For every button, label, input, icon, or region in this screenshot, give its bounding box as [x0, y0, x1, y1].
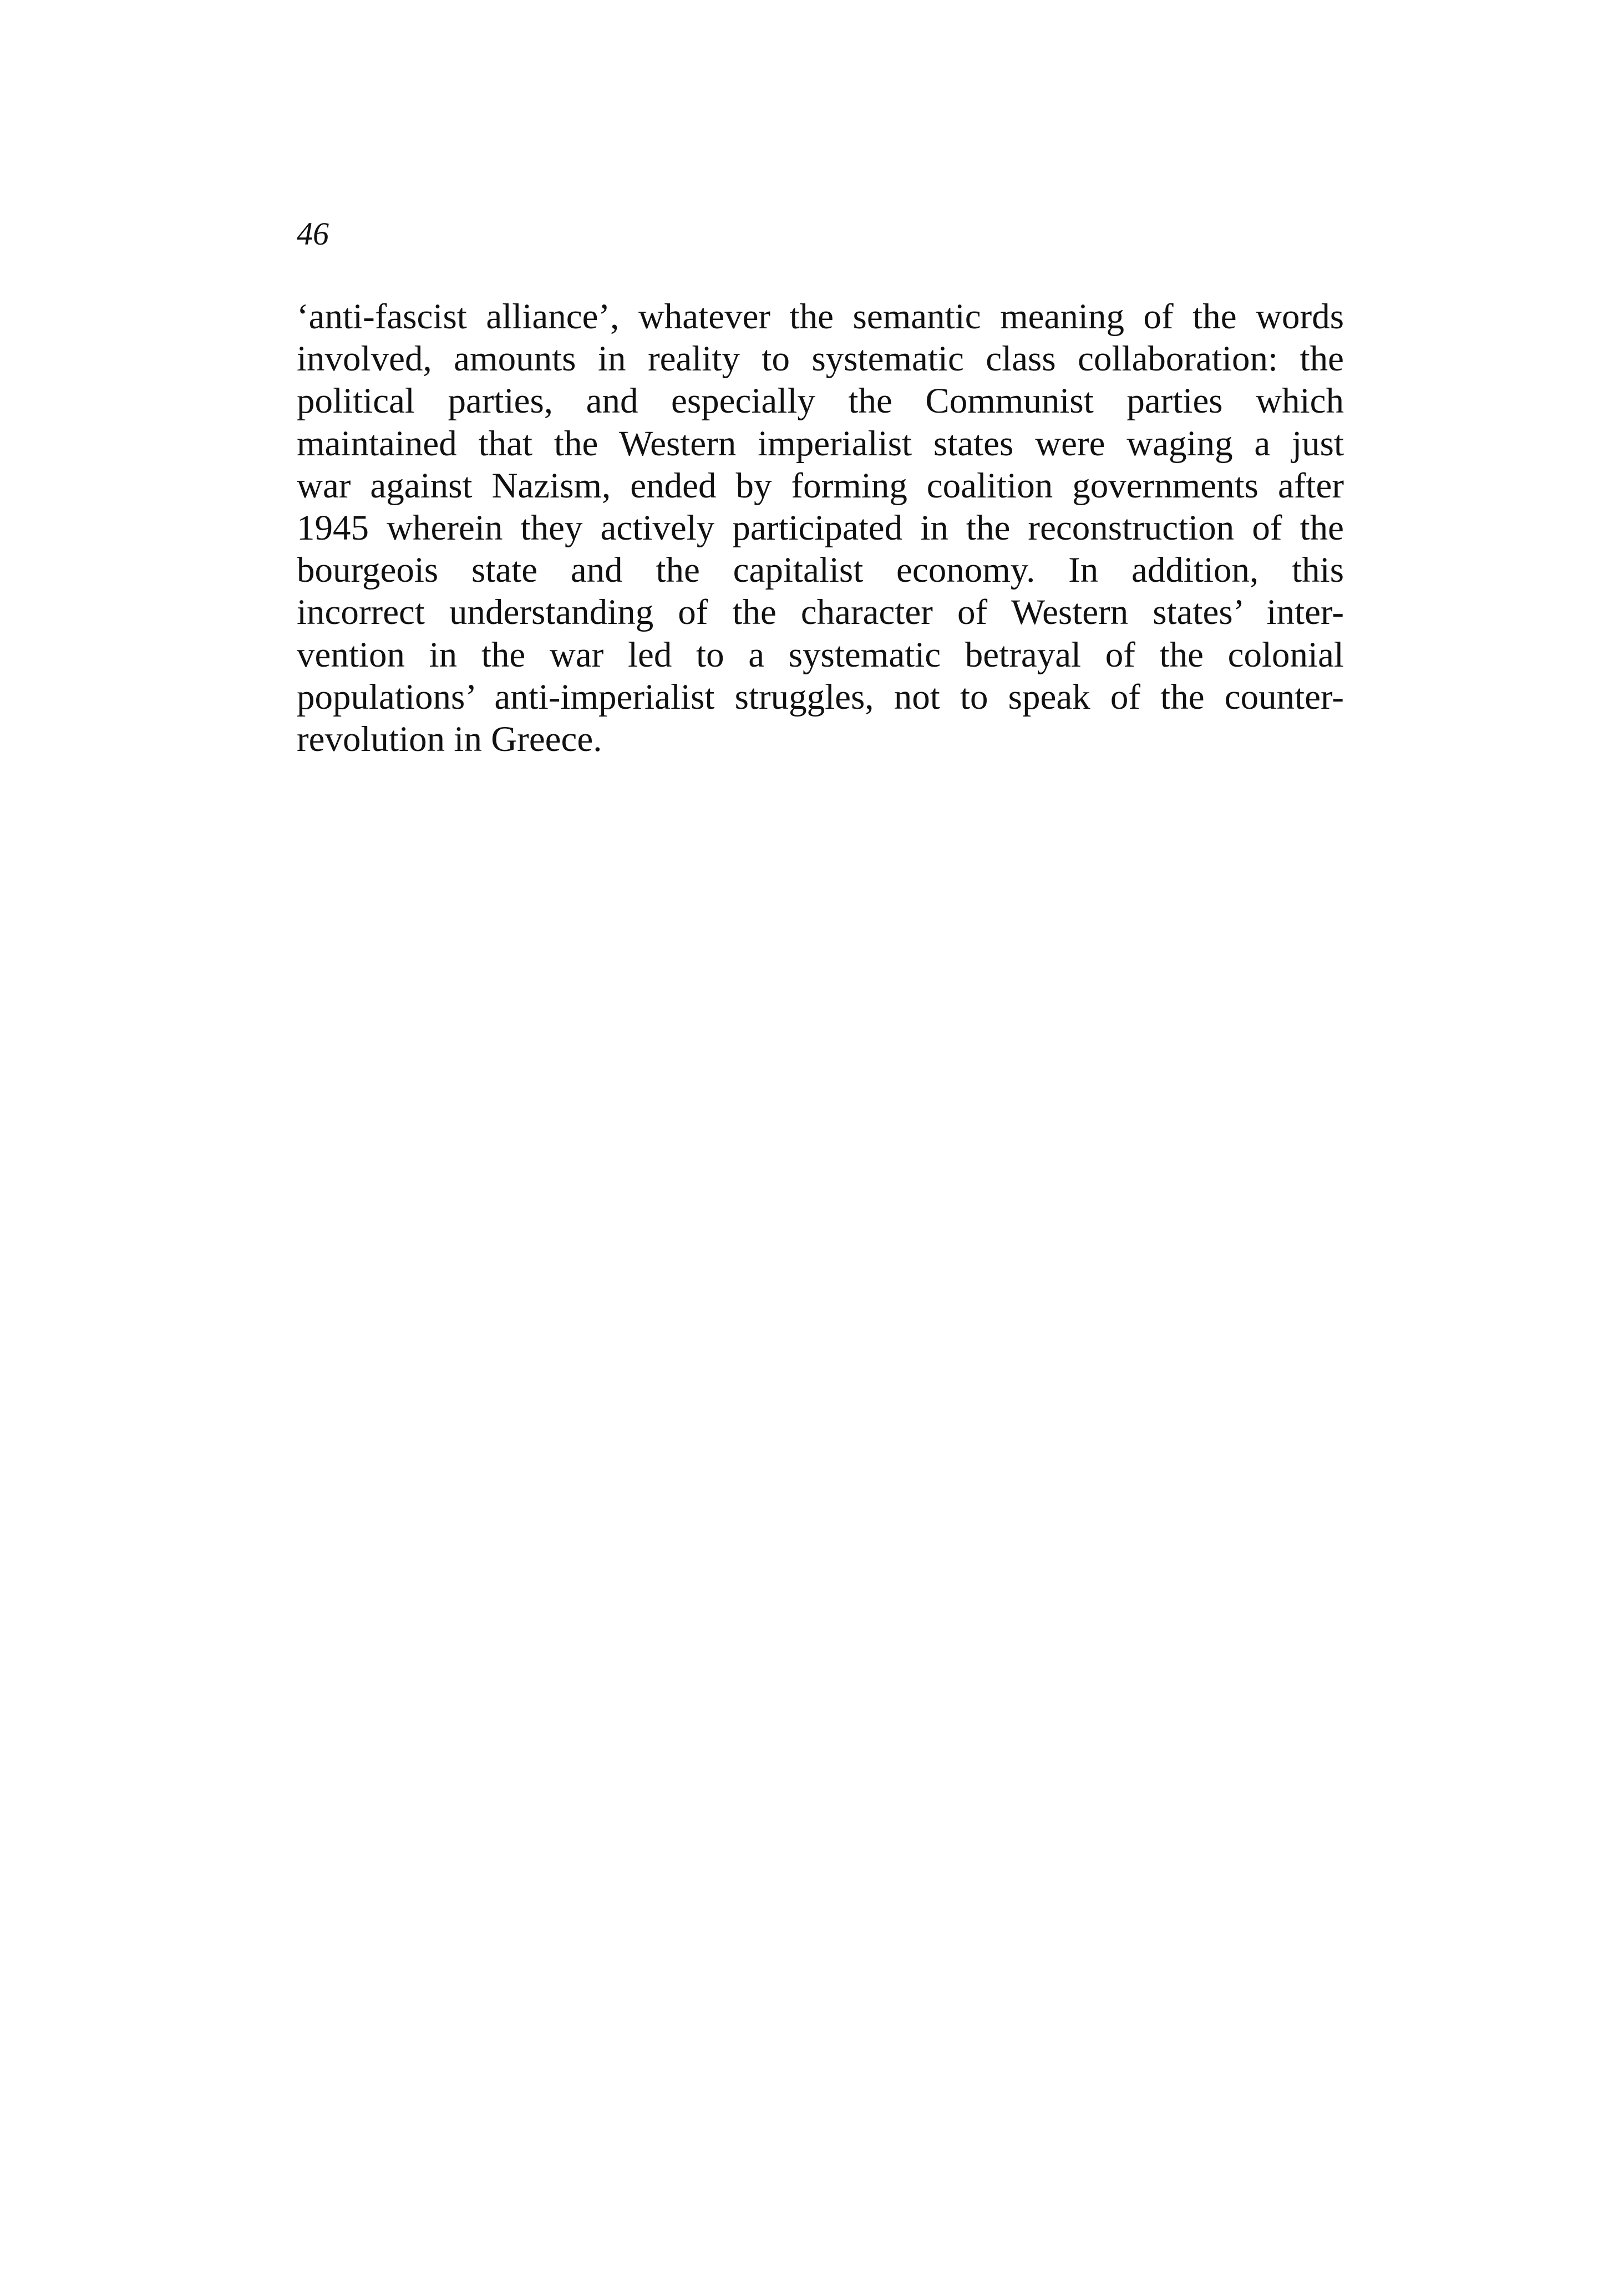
- text-line: bourgeois state and the capitalist economy. In addition, this: [297, 550, 1344, 591]
- text-line: revolution in Greece.: [297, 719, 602, 759]
- page-number: 46: [297, 216, 329, 252]
- text-line: involved, amounts in reality to systematic class collaboration: the: [297, 339, 1344, 379]
- text-line: populations’ anti-imperialist struggles, not to speak of the counter-: [297, 677, 1344, 717]
- text-line: maintained that the Western imperialist states were waging a just: [297, 423, 1344, 464]
- text-line: vention in the war led to a systematic betrayal of the colonial: [297, 634, 1344, 675]
- text-line: incorrect understanding of the character of Western states’ inter-: [297, 592, 1344, 633]
- text-line: political parties, and especially the Communist parties which: [297, 381, 1344, 421]
- text-line: ‘anti-fascist alliance’, whatever the semantic meaning of the words: [297, 297, 1344, 337]
- body-paragraph: [297, 296, 1344, 760]
- text-line: 1945 wherein they actively participated in the reconstruction of the: [297, 507, 1344, 548]
- text-line: war against Nazism, ended by forming coalition governments after: [297, 465, 1344, 506]
